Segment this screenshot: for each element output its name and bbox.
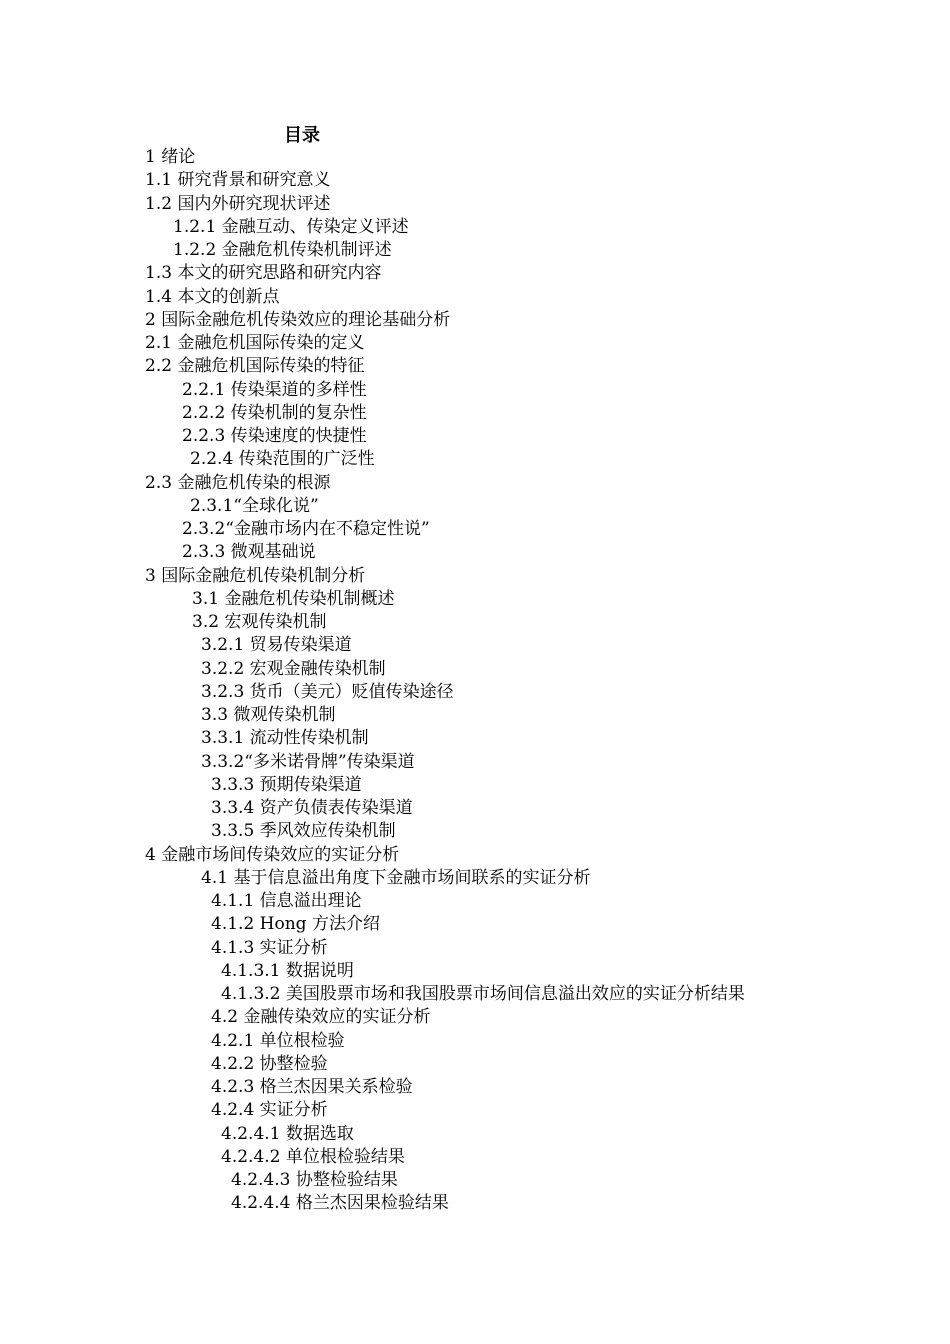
- toc-entry: 4.2.4.3 协整检验结果: [231, 1170, 398, 1190]
- toc-entry: 4.2.2 协整检验: [211, 1053, 328, 1074]
- toc-entry: 4.2.4.4 格兰杰因果检验结果: [231, 1193, 449, 1214]
- toc-entry: 2.3.2“金融市场内在不稳定性说”: [182, 519, 430, 539]
- toc-entry: 3.3 微观传染机制: [201, 705, 336, 725]
- toc-entry: 2.2.3 传染速度的快捷性: [182, 426, 367, 446]
- toc-entry: 3.3.4 资产负债表传染渠道: [211, 798, 413, 818]
- toc-entry: 3.3.5 季风效应传染机制: [211, 821, 396, 842]
- toc-entry: 3.3.2“多米诺骨牌”传染渠道: [201, 751, 415, 772]
- toc-entry: 3 国际金融危机传染机制分析: [145, 565, 366, 586]
- toc-entry: 2.3.3 微观基础说: [182, 542, 316, 563]
- toc-entry: 2.1 金融危机国际传染的定义: [145, 333, 365, 353]
- toc-entry: 1.1 研究背景和研究意义: [145, 170, 331, 191]
- toc-entry: 4.2.1 单位根检验: [211, 1030, 345, 1051]
- toc-entry: 2.3 金融危机传染的根源: [145, 472, 331, 493]
- toc-entry: 1.4 本文的创新点: [145, 286, 280, 307]
- toc-entry: 4.1.1 信息溢出理论: [211, 891, 362, 911]
- toc-entry: 4.1.3.1 数据说明: [221, 960, 354, 981]
- toc-entry: 3.2.3 货币（美元）贬值传染途径: [201, 681, 454, 702]
- toc-entry: 4.2.4.1 数据选取: [221, 1123, 354, 1144]
- toc-entry: 3.3.1 流动性传染机制: [201, 728, 369, 749]
- toc-entry: 4.1.2 Hong 方法介绍: [211, 914, 380, 935]
- toc-entry: 2 国际金融危机传染效应的理论基础分析: [145, 309, 451, 330]
- toc-entry: 4.1.3.2 美国股票市场和我国股票市场间信息溢出效应的实证分析结果: [221, 984, 745, 1004]
- toc-entry: 4 金融市场间传染效应的实证分析: [145, 844, 400, 865]
- toc-entry: 3.2 宏观传染机制: [192, 612, 327, 632]
- toc-entry: 4.2.4 实证分析: [211, 1100, 328, 1121]
- toc-entry: 3.2.1 贸易传染渠道: [201, 635, 352, 656]
- toc-entry: 3.3.3 预期传染渠道: [211, 774, 362, 795]
- toc-entry: 1.2.2 金融危机传染机制评述: [173, 240, 392, 260]
- toc-entry: 4.2.4.2 单位根检验结果: [221, 1146, 405, 1167]
- toc-entry: 2.2.2 传染机制的复杂性: [182, 402, 367, 423]
- toc-entry: 2.2.1 传染渠道的多样性: [182, 379, 367, 400]
- toc-entry: 3.2.2 宏观金融传染机制: [201, 658, 386, 679]
- toc-entry: 4.1.3 实证分析: [211, 937, 328, 958]
- toc-entry: 4.2 金融传染效应的实证分析: [211, 1007, 431, 1028]
- toc-entry: 2.2.4 传染范围的广泛性: [190, 449, 375, 470]
- toc-entry: 1 绪论: [145, 147, 196, 167]
- toc-title: 目录: [284, 125, 320, 146]
- toc-entry: 2.2 金融危机国际传染的特征: [145, 356, 365, 377]
- toc-entry: 4.2.3 格兰杰因果关系检验: [211, 1077, 413, 1097]
- toc-entry: 4.1 基于信息溢出角度下金融市场间联系的实证分析: [201, 867, 591, 888]
- toc-entry: 3.1 金融危机传染机制概述: [192, 588, 395, 609]
- toc-entry: 1.2.1 金融互动、传染定义评述: [173, 216, 409, 237]
- toc-entry: 1.2 国内外研究现状评述: [145, 193, 331, 214]
- toc-entry: 1.3 本文的研究思路和研究内容: [145, 263, 382, 284]
- toc-entry: 2.3.1“全球化说”: [190, 495, 319, 516]
